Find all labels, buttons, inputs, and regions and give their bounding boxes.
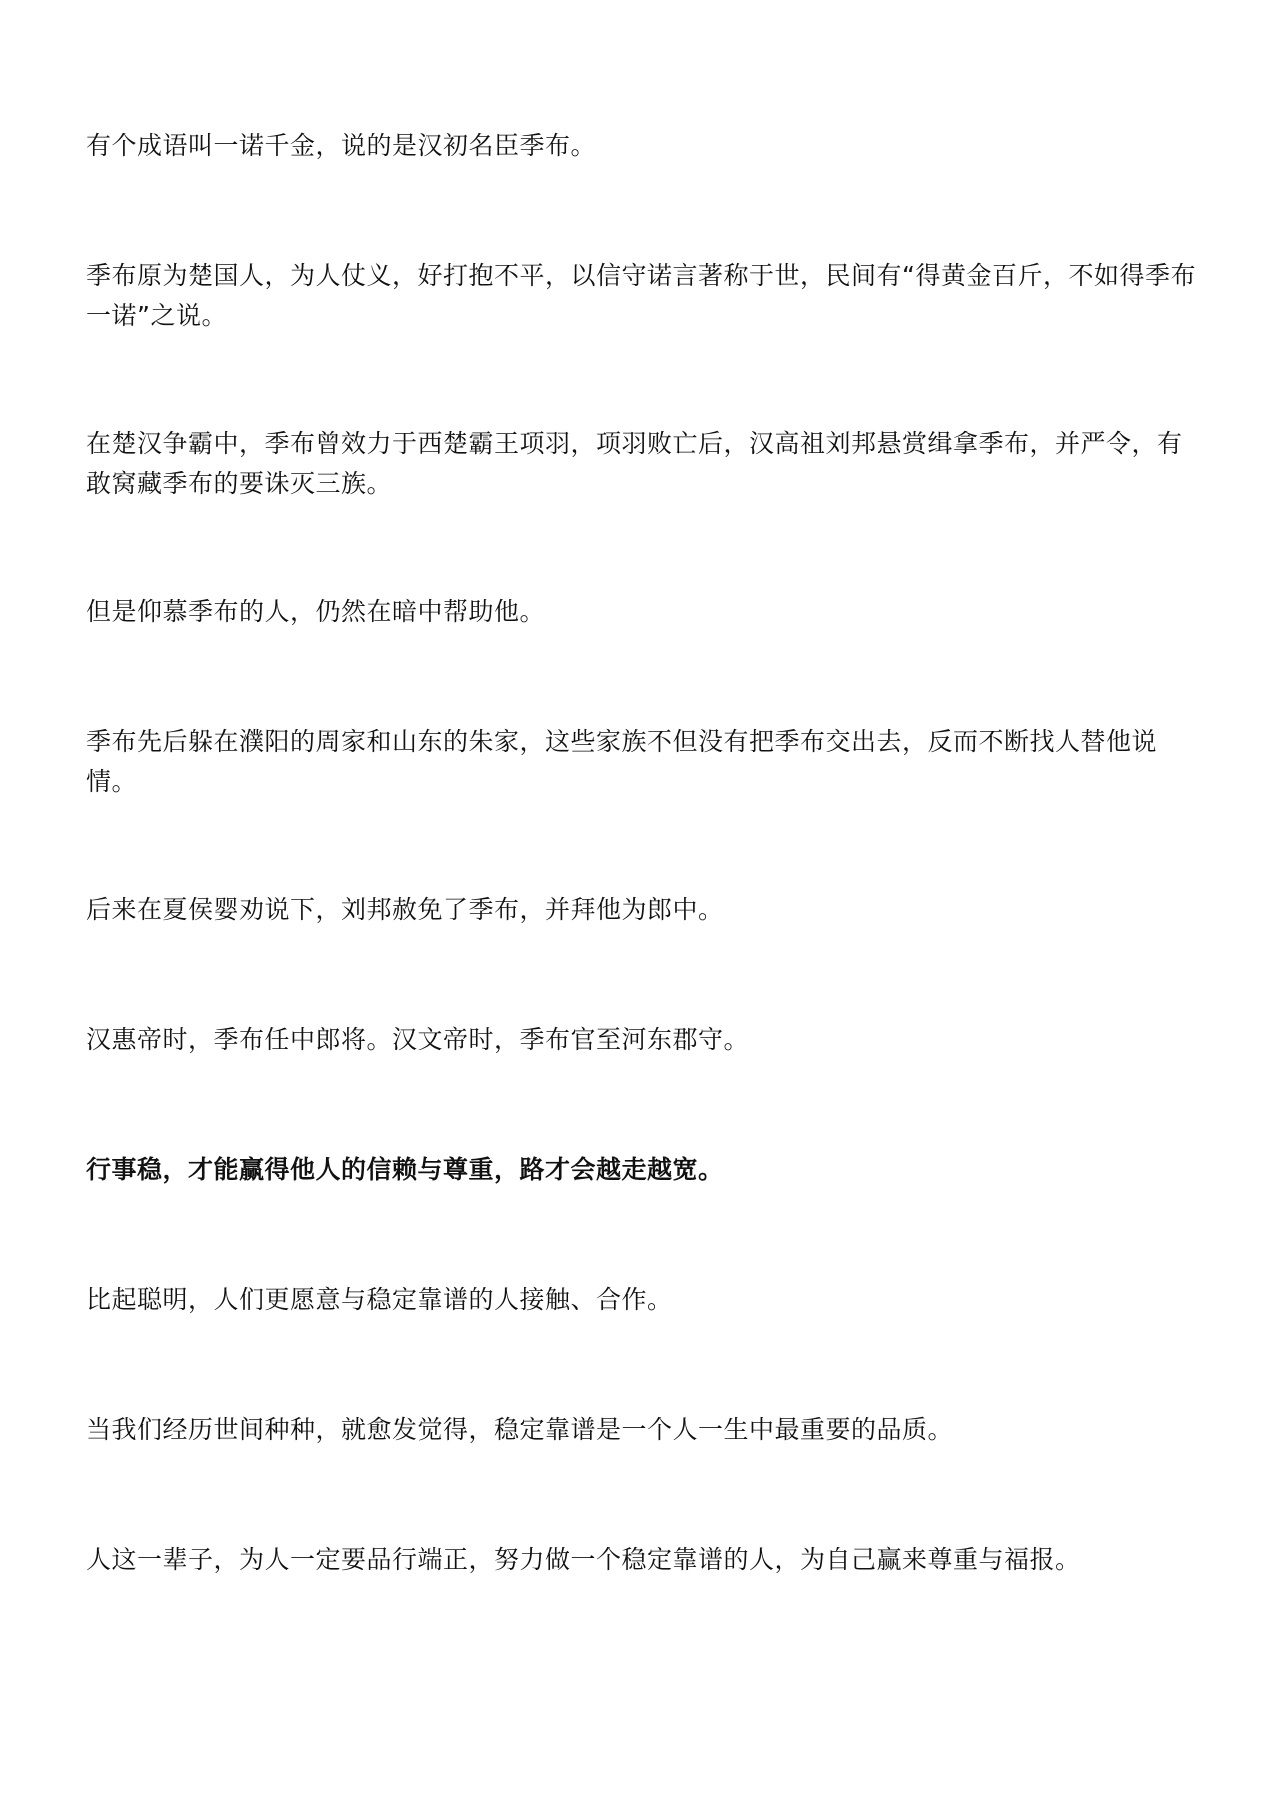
paragraph: 后来在夏侯婴劝说下，刘邦赦免了季布，并拜他为郎中。 xyxy=(86,895,724,924)
paragraph: 当我们经历世间种种，就愈发觉得，稳定靠谱是一个人一生中最重要的品质。 xyxy=(86,1415,954,1444)
paragraph: 季布先后躲在濮阳的周家和山东的朱家，这些家族不但没有把季布交出去，反而不断找人替他说情。 xyxy=(86,727,1158,796)
paragraph: 人这一辈子，为人一定要品行端正，努力做一个稳定靠谱的人，为自己赢来尊重与福报。 xyxy=(86,1545,1081,1574)
paragraph: 有个成语叫一诺千金，说的是汉初名臣季布。 xyxy=(86,131,597,160)
paragraph: 汉惠帝时，季布任中郎将。汉文帝时，季布官至河东郡守。 xyxy=(86,1025,750,1054)
highlight-paragraph: 行事稳，才能赢得他人的信赖与尊重，路才会越走越宽。 xyxy=(86,1155,724,1184)
paragraph: 在楚汉争霸中，季布曾效力于西楚霸王项羽，项羽败亡后，汉高祖刘邦悬赏缉拿季布，并严令，有敢窝藏季布的要诛灭三族。 xyxy=(86,429,1183,498)
paragraph: 比起聪明，人们更愿意与稳定靠谱的人接触、合作。 xyxy=(86,1285,673,1314)
paragraph: 但是仰慕季布的人，仍然在暗中帮助他。 xyxy=(86,597,546,626)
paragraph: 季布原为楚国人，为人仗义，好打抱不平，以信守诺言著称于世，民间有“得黄金百斤，不如得季布一诺”之说。 xyxy=(86,261,1196,330)
